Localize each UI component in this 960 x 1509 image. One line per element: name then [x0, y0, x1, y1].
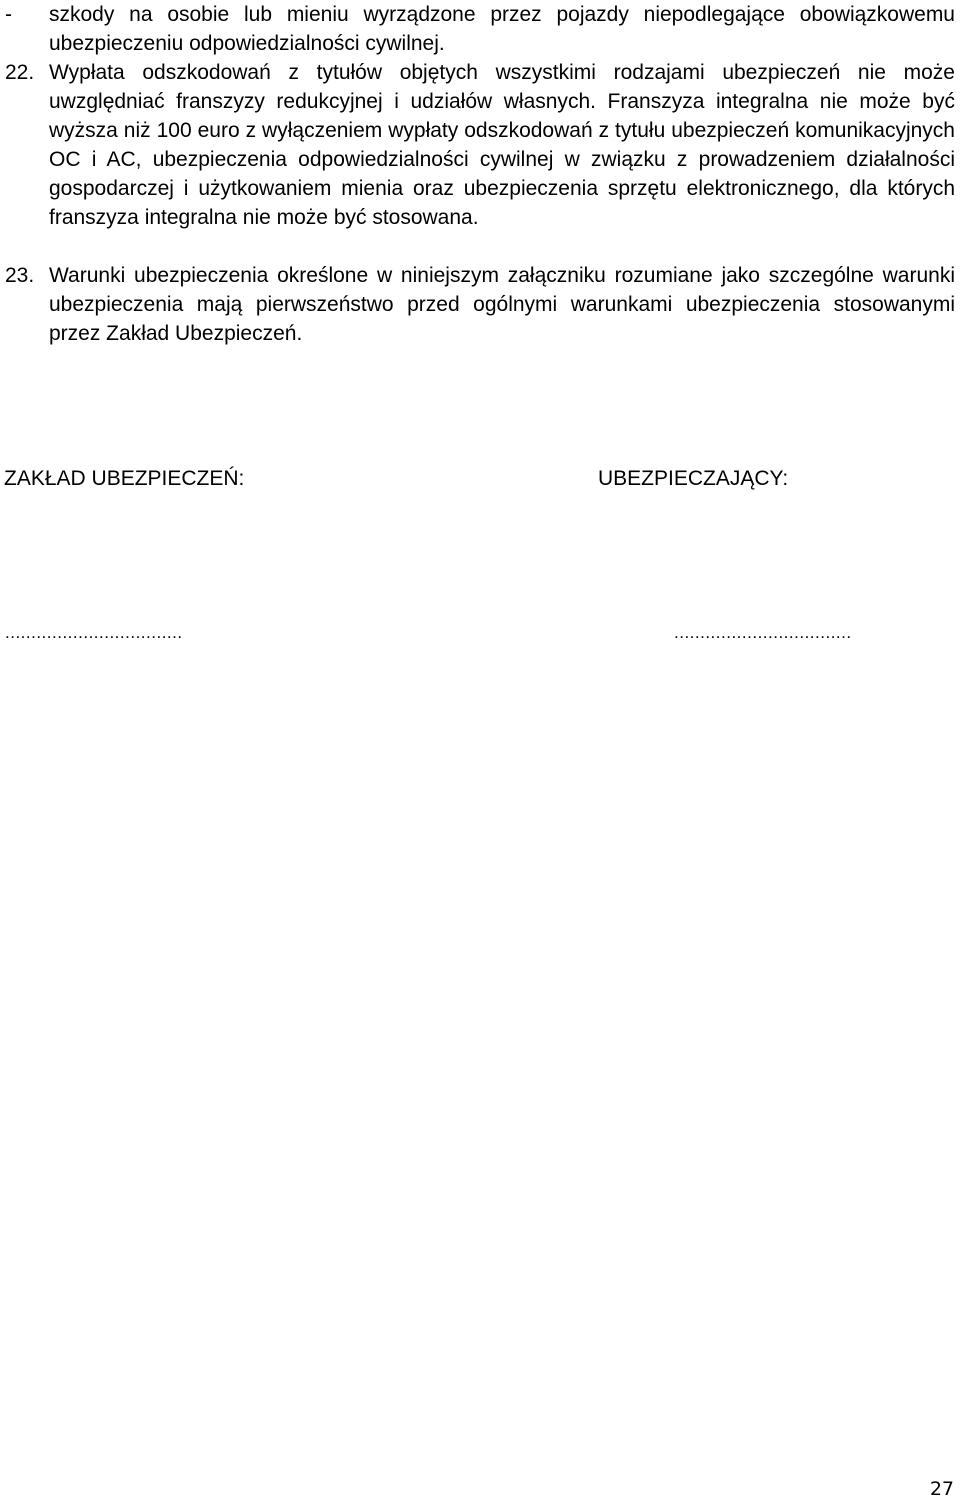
insured-signature-label: UBEZPIECZAJĄCY: — [598, 467, 789, 490]
insurer-signature-label: ZAKŁAD UBEZPIECZEŃ: — [4, 467, 245, 490]
clause-marker: - — [5, 3, 12, 26]
clause-text — [49, 261, 955, 348]
insured-signature-line: .................................. — [674, 623, 852, 642]
clause-text — [49, 0, 955, 58]
clause-marker: 23. — [5, 264, 35, 287]
clause-paragraph: Wypłata odszkodowań z tytułów objętych wszystkimi rodzajami ubezpieczeń nie może uwzględniać franszyzy redukcyjnej i udziałów własnych. Franszyza integralna nie może być wyższa niż 100 euro z wyłączeniem wypłaty odszkodowań z tytułu ubezpieczeń komunikacyjnych OC i AC, ubezpieczenia odpowiedzialności cywilnej w związku z prowadzeniem działalności gospodarczej i użytkowaniem mienia oraz ubezpieczenia sprzętu elektronicznego, dla których franszyza integralna nie może być stosowana. — [49, 61, 955, 229]
clause-paragraph: Warunki ubezpieczenia określone w niniejszym załączniku rozumiane jako szczególne warunki ubezpieczenia mają pierwszeństwo przed ogólnymi warunkami ubezpieczenia stosowanymi przez Zakład Ubezpieczeń. — [49, 264, 955, 345]
clause-marker: 22. — [5, 61, 35, 84]
insurer-signature-line: .................................. — [5, 623, 183, 642]
page-number: 27 — [929, 1478, 954, 1500]
clause-text — [49, 58, 955, 232]
clause-paragraph: szkody na osobie lub mieniu wyrządzone przez pojazdy niepodlegające obowiązkowemu ubezpieczeniu odpowiedzialności cywilnej. — [49, 3, 955, 55]
